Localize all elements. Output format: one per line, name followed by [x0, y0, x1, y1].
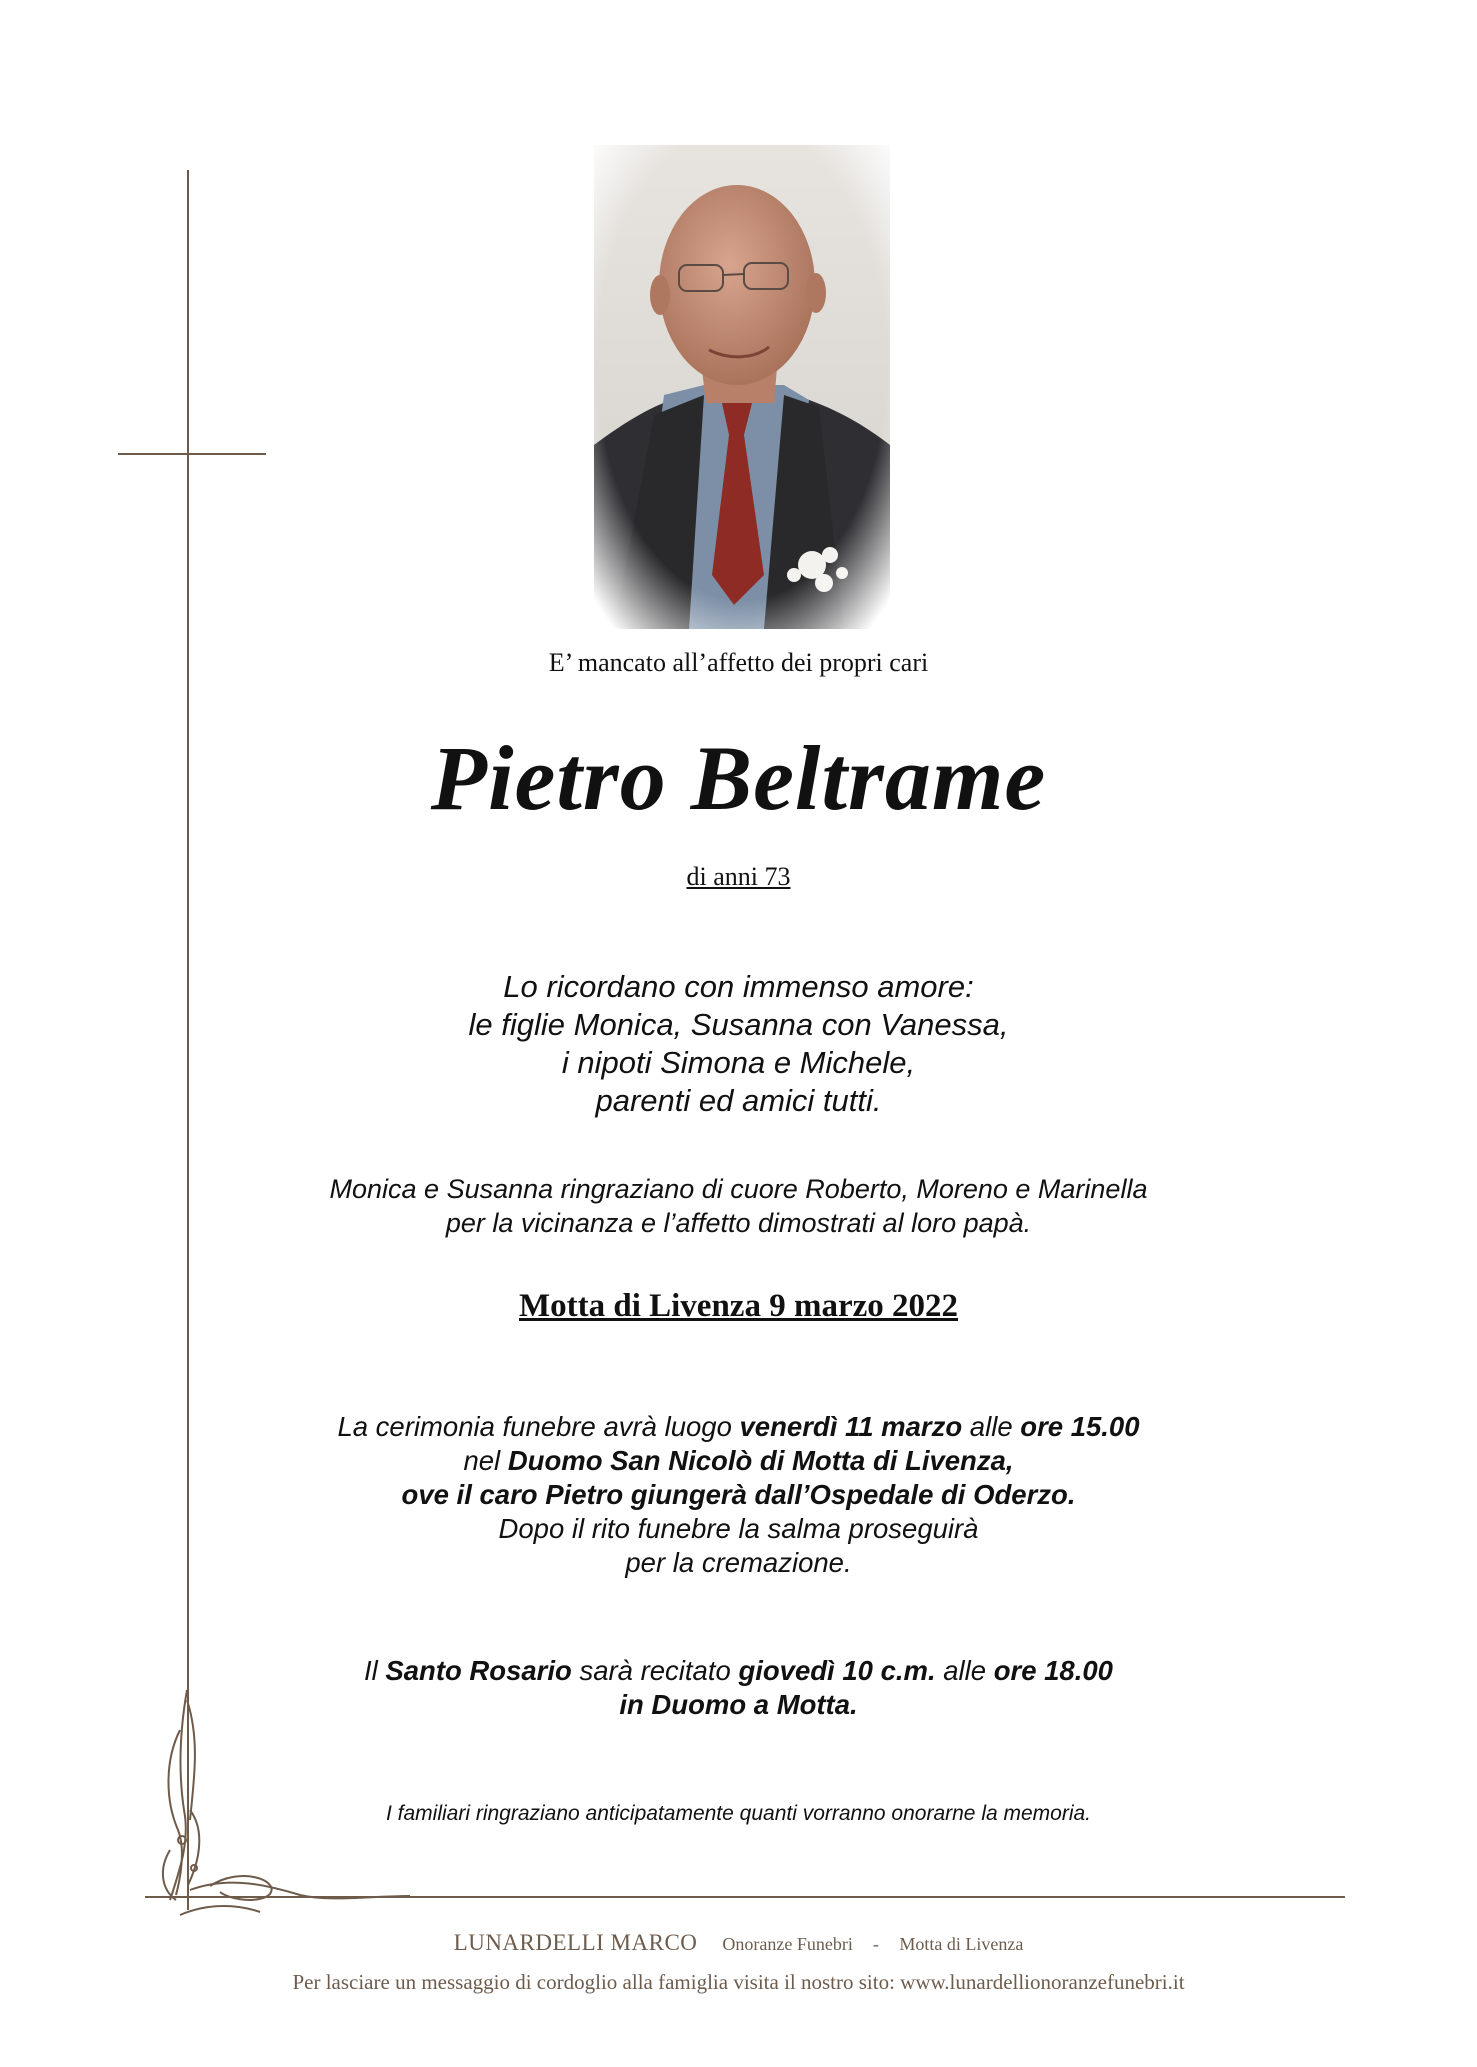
- ceremony-line-1: [0, 1410, 1477, 1444]
- rosary-line-1: [0, 1654, 1477, 1688]
- age-text: di anni 73: [686, 862, 791, 891]
- final-thanks-text: I familiari ringraziano anticipatamente quanti vorranno onorarne la memoria.: [385, 1802, 1092, 1825]
- deceased-name: Pietro Beltrame: [430, 727, 1047, 829]
- rosary-location: in Duomo a Motta.: [619, 1689, 858, 1720]
- thanks-line: Monica e Susanna ringraziano di cuore Roberto, Moreno e Marinella: [329, 1174, 1148, 1204]
- place-date-text: Motta di Livenza 9 marzo 2022: [518, 1288, 958, 1324]
- ceremony-date: venerdì 11 marzo: [739, 1411, 963, 1442]
- remembered-line: i nipoti Simona e Michele,: [561, 1045, 916, 1080]
- condolence-website-text: Per lasciare un messaggio di cordoglio alla famiglia visita il nostro sito: www.lunardellionoranzefunebri.it: [292, 1970, 1185, 1994]
- age-line: [0, 862, 1477, 892]
- company-name: LUNARDELLI MARCO: [453, 1930, 698, 1955]
- intro-text: E’ mancato all’affetto dei propri cari: [548, 648, 929, 677]
- thanks-line: per la vicinanza e l’affetto dimostrati al loro papà.: [445, 1208, 1032, 1238]
- rosary-date: giovedì 10 c.m.: [738, 1655, 936, 1686]
- ceremony-block: [0, 1410, 1477, 1580]
- portrait-photo: [594, 145, 890, 629]
- rosary-text: sarà recitato: [571, 1655, 739, 1686]
- ceremony-line-2: [0, 1444, 1477, 1478]
- ceremony-line-4: Dopo il rito funebre la salma proseguirà: [498, 1513, 979, 1544]
- rosary-block: [0, 1654, 1477, 1722]
- remembered-by-block: [0, 968, 1477, 1120]
- footer-separator: -: [872, 1934, 880, 1954]
- ceremony-time: ore 15.00: [1020, 1411, 1140, 1442]
- ceremony-arrival: ove il caro Pietro giungerà dall’Ospedale di Oderzo.: [401, 1479, 1076, 1510]
- ceremony-text: La cerimonia funebre avrà luogo: [337, 1411, 740, 1442]
- cross-horizontal-line: [118, 453, 266, 455]
- rosary-text: alle: [935, 1655, 994, 1686]
- special-thanks-block: [0, 1172, 1477, 1240]
- rosary-time: ore 18.00: [993, 1655, 1113, 1686]
- ceremony-text: alle: [962, 1411, 1021, 1442]
- ceremony-location: Duomo San Nicolò di Motta di Livenza,: [507, 1445, 1014, 1476]
- ceremony-line-3: [0, 1478, 1477, 1512]
- rosary-line-2: [0, 1688, 1477, 1722]
- remembered-line: parenti ed amici tutti.: [595, 1083, 882, 1118]
- remembered-line: le figlie Monica, Susanna con Vanessa,: [468, 1007, 1009, 1042]
- funeral-home-line: [0, 1930, 1477, 1956]
- bottom-divider-line: [145, 1896, 1345, 1898]
- ceremony-text: nel: [463, 1445, 508, 1476]
- place-date-line: [0, 1288, 1477, 1325]
- rosary-text: Il: [364, 1655, 386, 1686]
- remembered-line: Lo ricordano con immenso amore:: [503, 969, 974, 1004]
- ceremony-line-5: per la cremazione.: [625, 1547, 852, 1578]
- rosary-title: Santo Rosario: [385, 1655, 572, 1686]
- company-town: Motta di Livenza: [899, 1934, 1024, 1954]
- service-name: Onoranze Funebri: [722, 1934, 853, 1954]
